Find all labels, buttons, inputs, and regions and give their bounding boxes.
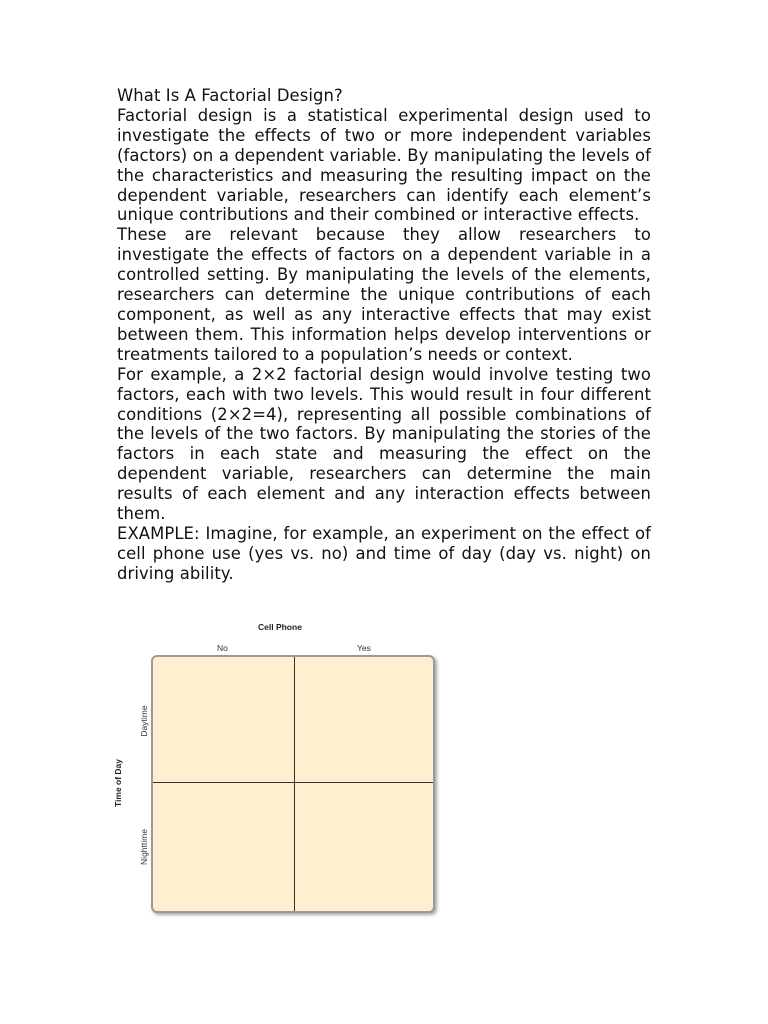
cell-nighttime-yes bbox=[295, 783, 433, 911]
column-level-yes: Yes bbox=[357, 643, 371, 653]
grid-vertical-divider bbox=[294, 657, 295, 911]
cell-daytime-yes bbox=[295, 657, 433, 782]
factorial-grid bbox=[151, 655, 435, 913]
row-factor-label: Time of Day bbox=[113, 758, 123, 808]
paragraph-relevance: These are relevant because they allow researchers to investigate the effects of factors on a dependent variable in a controlled setting. By manipulating the levels of the elements, researchers can determine the unique contributions of each component, as well as any interactive effects that may exist between them. This information helps develop interventions or treatments tailored to a population’s needs or context. bbox=[117, 225, 651, 364]
cell-nighttime-no bbox=[153, 783, 294, 911]
paragraph-2x2-example: For example, a 2×2 factorial design would involve testing two factors, each with two levels. This would result in four different conditions (2×2=4), representing all possible combinations of the levels of the two factors. By manipulating the stories of the factors in each state and measuring the effect on the dependent variable, researchers can determine the main results of each element and any interaction effects between them. bbox=[117, 364, 651, 524]
paragraph-cell-phone-example: EXAMPLE: Imagine, for example, an experiment on the effect of cell phone use (yes vs. no) and time of day (day vs. night) on driving ability. bbox=[117, 523, 651, 583]
cell-daytime-no bbox=[153, 657, 294, 782]
row-level-daytime: Daytime bbox=[139, 705, 149, 737]
paragraph-definition: Factorial design is a statistical experimental design used to investigate the effects of two or more independent variables (factors) on a dependent variable. By manipulating the levels of the characteristics and measuring the resulting impact on the dependent variable, researchers can identify each element’s unique contributions and their combined or interactive effects. bbox=[117, 105, 651, 225]
row-level-nighttime: Nighttime bbox=[139, 829, 149, 865]
column-level-no: No bbox=[217, 643, 228, 653]
grid-horizontal-divider bbox=[153, 782, 433, 783]
factorial-design-figure bbox=[108, 618, 453, 928]
column-factor-label: Cell Phone bbox=[258, 622, 302, 632]
document-body bbox=[117, 86, 651, 584]
document-heading: What Is A Factorial Design? bbox=[117, 86, 343, 105]
